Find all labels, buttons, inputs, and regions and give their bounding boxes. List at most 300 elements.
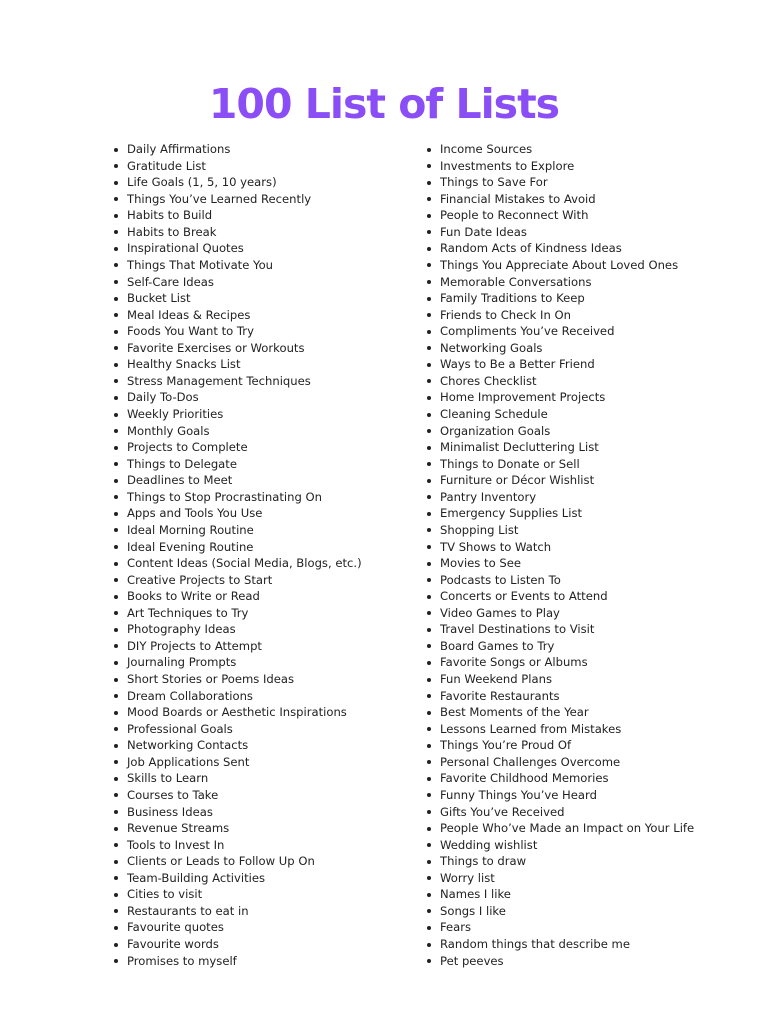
list-item [427,953,727,970]
list-item-label: Compliments You’ve Received [440,324,615,339]
bullet-icon [114,181,118,185]
bullet-icon [427,479,431,483]
bullet-icon [114,148,118,152]
list-item [114,224,414,241]
bullet-icon [427,926,431,930]
list-item [427,820,727,837]
list-item-label: Gifts You’ve Received [440,804,565,819]
bullet-icon [114,545,118,549]
bullet-icon [427,528,431,532]
list-item-label: Clients or Leads to Follow Up On [127,854,315,869]
bullet-icon [114,197,118,201]
list-item [427,174,727,191]
bullet-icon [114,926,118,930]
list-item-label: Job Applications Sent [127,754,250,769]
list-item [427,853,727,870]
list-item [114,522,414,539]
list-item-label: Skills to Learn [127,771,209,786]
list-item-label: Deadlines to Meet [127,473,233,488]
list-item-label: Things to Stop Procrastinating On [127,489,322,504]
list-item [114,754,414,771]
list-item [427,837,727,854]
list-item-label: Furniture or Décor Wishlist [440,473,595,488]
bullet-icon [427,959,431,963]
bullet-icon [427,462,431,466]
bullet-icon [427,164,431,168]
bullet-icon [114,346,118,350]
bullet-icon [427,810,431,814]
list-item [114,389,414,406]
list-item-label: Things That Motivate You [127,257,274,272]
list-item-label: Names I like [440,887,511,902]
bullet-icon [427,644,431,648]
list-item-label: Courses to Take [127,787,219,802]
list-item [427,737,727,754]
list-item-label: Networking Contacts [127,738,249,753]
bullet-icon [114,843,118,847]
bullet-icon [427,661,431,665]
list-item [427,423,727,440]
list-item-label: Cities to visit [127,887,203,902]
bullet-icon [427,413,431,417]
list-item [427,472,727,489]
list-item-label: Books to Write or Read [127,589,260,604]
bullet-icon [114,297,118,301]
list-item-label: Promises to myself [127,953,237,968]
list-item [114,489,414,506]
list-item-label: Pantry Inventory [440,489,537,504]
list-item-label: Financial Mistakes to Avoid [440,191,596,206]
list-item-label: Habits to Break [127,224,217,239]
bullet-icon [114,512,118,516]
bullet-icon [427,446,431,450]
list-item [114,804,414,821]
bullet-icon [427,214,431,218]
list-item [114,654,414,671]
list-item [427,505,727,522]
list-item-label: TV Shows to Watch [440,539,552,554]
bullet-icon [427,909,431,913]
bullet-icon [114,164,118,168]
bullet-icon [114,876,118,880]
list-item [427,605,727,622]
bullet-icon [427,363,431,367]
list-item [114,820,414,837]
bullet-icon [427,827,431,831]
list-item-label: Chores Checklist [440,373,537,388]
bullet-icon [114,413,118,417]
list-item-label: Things to Save For [440,175,548,190]
bullet-icon [114,644,118,648]
bullet-icon [427,313,431,317]
list-item [114,588,414,605]
bullet-icon [114,479,118,483]
list-item [427,539,727,556]
bullet-icon [427,230,431,234]
list-item [427,638,727,655]
list-item [427,936,727,953]
list-item [427,654,727,671]
bullet-icon [427,396,431,400]
bullet-icon [427,595,431,599]
list-item [427,770,727,787]
bullet-icon [427,760,431,764]
list-item [427,373,727,390]
list-item-label: Movies to See [440,556,521,571]
list-item-label: Bucket List [127,291,191,306]
bullet-icon [427,793,431,797]
list-item [114,737,414,754]
list-item [114,688,414,705]
list-item [114,953,414,970]
bullet-icon [114,943,118,947]
list-item-label: Favorite Songs or Albums [440,655,588,670]
list-item-label: Things to draw [440,854,527,869]
list-item-label: Fears [440,920,472,935]
list-item [427,224,727,241]
list-item [427,671,727,688]
bullet-icon [114,959,118,963]
list-item-label: Short Stories or Poems Ideas [127,672,295,686]
bullet-icon [114,711,118,715]
right-column-list [427,141,727,969]
list-item-label: Favorite Childhood Memories [440,771,609,786]
bullet-icon [114,810,118,814]
bullet-icon [427,429,431,433]
bullet-icon [114,495,118,499]
list-item-label: Ideal Morning Routine [127,522,254,537]
list-item-label: Worry list [440,870,495,885]
list-item [114,870,414,887]
bullet-icon [427,512,431,516]
list-item-label: Healthy Snacks List [127,357,241,372]
bullet-icon [427,562,431,566]
list-item-label: Favourite quotes [127,920,224,935]
list-item-label: Travel Destinations to Visit [440,622,595,637]
bullet-icon [114,578,118,582]
bullet-icon [114,628,118,632]
list-item-label: Foods You Want to Try [127,324,254,339]
list-item-label: Mood Boards or Aesthetic Inspirations [127,705,347,720]
list-item-label: Favourite words [127,937,219,951]
list-item [114,356,414,373]
list-item-label: Fun Weekend Plans [440,672,552,686]
bullet-icon [114,760,118,764]
list-item-label: Emergency Supplies List [440,506,583,521]
list-item-label: Income Sources [440,142,533,156]
list-item [114,853,414,870]
list-item-label: Fun Date Ideas [440,224,527,239]
list-item [114,141,414,158]
list-item [114,572,414,589]
list-item [114,472,414,489]
bullet-icon [114,230,118,234]
list-item [427,919,727,936]
bullet-icon [114,263,118,267]
list-item-label: Professional Goals [127,721,233,736]
bullet-icon [114,611,118,615]
list-item-label: Random Acts of Kindness Ideas [440,241,622,256]
list-item-label: Content Ideas (Social Media, Blogs, etc.) [127,556,362,571]
list-item [427,555,727,572]
list-item [427,621,727,638]
list-item [427,688,727,705]
list-item-label: Apps and Tools You Use [127,506,263,521]
list-item [427,588,727,605]
bullet-icon [114,247,118,251]
bullet-icon [114,893,118,897]
list-item [114,456,414,473]
bullet-icon [114,777,118,781]
list-item-label: Organization Goals [440,423,551,438]
list-item-label: Best Moments of the Year [440,705,589,720]
list-item-label: People Who’ve Made an Impact on Your Life [440,821,695,836]
bullet-icon [427,711,431,715]
bullet-icon [114,379,118,383]
list-item [427,721,727,738]
list-item [427,240,727,257]
list-item [427,406,727,423]
list-item [427,754,727,771]
list-item [427,886,727,903]
bullet-icon [114,214,118,218]
list-item [427,356,727,373]
list-item [114,257,414,274]
list-item-label: Tools to Invest In [127,837,225,852]
page-title: 100 List of Lists [208,80,560,128]
list-item-label: Team-Building Activities [127,870,266,885]
bullet-icon [427,263,431,267]
bullet-icon [427,611,431,615]
list-item-label: Art Techniques to Try [127,605,249,620]
bullet-icon [427,628,431,632]
list-item-label: Memorable Conversations [440,274,592,289]
bullet-icon [427,744,431,748]
list-item [427,489,727,506]
left-column-list [114,141,414,969]
list-item [427,323,727,340]
bullet-icon [114,562,118,566]
list-item-label: Revenue Streams [127,821,230,836]
bullet-icon [427,727,431,731]
list-item [114,307,414,324]
list-item-label: Shopping List [440,522,519,537]
bullet-icon [114,280,118,284]
list-item-label: Songs I like [440,903,506,918]
list-item-label: Things to Donate or Sell [440,456,580,471]
bullet-icon [427,181,431,185]
list-item-label: Gratitude List [127,158,206,173]
list-item [114,671,414,688]
bullet-icon [114,694,118,698]
list-item [114,174,414,191]
bullet-icon [427,346,431,350]
bullet-icon [427,694,431,698]
list-item [427,207,727,224]
bullet-icon [114,860,118,864]
list-item-label: Funny Things You’ve Heard [440,787,597,802]
bullet-icon [114,429,118,433]
bullet-icon [427,893,431,897]
list-item-label: Podcasts to Listen To [440,572,561,587]
list-item [427,307,727,324]
list-item [114,837,414,854]
list-item [114,621,414,638]
list-item-label: Things to Delegate [127,456,237,471]
list-item-label: Video Games to Play [440,605,560,620]
bullet-icon [114,528,118,532]
list-item-label: Meal Ideas & Recipes [127,307,251,322]
bullet-icon [427,197,431,201]
list-item [114,638,414,655]
bullet-icon [427,247,431,251]
list-item [427,704,727,721]
bullet-icon [114,446,118,450]
list-item-label: Random things that describe me [440,937,630,951]
list-item-label: Inspirational Quotes [127,241,244,256]
bullet-icon [427,545,431,549]
list-item-label: DIY Projects to Attempt [127,638,262,653]
list-item-label: Friends to Check In On [440,307,571,322]
list-item [427,439,727,456]
bullet-icon [114,330,118,334]
list-item [114,158,414,175]
bullet-icon [427,843,431,847]
list-item [427,158,727,175]
bullet-icon [114,744,118,748]
list-item-label: People to Reconnect With [440,208,589,223]
list-item-label: Board Games to Try [440,638,555,653]
list-item-label: Monthly Goals [127,423,210,438]
bullet-icon [427,379,431,383]
list-item-label: Concerts or Events to Attend [440,589,608,604]
list-item [114,191,414,208]
list-item-label: Pet peeves [440,953,504,968]
list-item [114,919,414,936]
list-item [114,439,414,456]
list-item-label: Self-Care Ideas [127,274,214,289]
list-item [427,274,727,291]
list-item [114,539,414,556]
list-item [114,274,414,291]
list-item-label: Business Ideas [127,804,213,819]
list-item [427,787,727,804]
list-item [114,207,414,224]
list-item [114,886,414,903]
list-item-label: Favorite Restaurants [440,688,560,703]
list-item-label: Lessons Learned from Mistakes [440,721,622,736]
bullet-icon [427,280,431,284]
bullet-icon [427,860,431,864]
bullet-icon [114,727,118,731]
list-item [427,903,727,920]
list-item [114,406,414,423]
bullet-icon [427,495,431,499]
bullet-icon [427,578,431,582]
list-item [427,804,727,821]
list-item-label: Restaurants to eat in [127,903,249,918]
bullet-icon [114,661,118,665]
bullet-icon [427,297,431,301]
bullet-icon [114,678,118,682]
list-item [114,290,414,307]
list-item [427,257,727,274]
list-item [114,555,414,572]
list-item-label: Investments to Explore [440,158,575,173]
list-item-label: Family Traditions to Keep [440,291,585,306]
list-item-label: Creative Projects to Start [127,572,273,587]
bullet-icon [114,313,118,317]
list-item [427,340,727,357]
list-item-label: Ways to Be a Better Friend [440,357,595,372]
bullet-icon [427,148,431,152]
list-item-label: Habits to Build [127,208,213,223]
list-item-label: Dream Collaborations [127,688,253,703]
bullet-icon [114,396,118,400]
list-item-label: Networking Goals [440,340,543,355]
list-item-label: Wedding wishlist [440,837,538,852]
bullet-icon [427,678,431,682]
list-item [427,522,727,539]
list-item-label: Personal Challenges Overcome [440,754,621,769]
bullet-icon [114,827,118,831]
list-item-label: Life Goals (1, 5, 10 years) [127,175,277,190]
list-item-label: Cleaning Schedule [440,407,548,421]
list-item-label: Projects to Complete [127,440,248,455]
bullet-icon [114,363,118,367]
list-item [427,572,727,589]
bullet-icon [114,462,118,466]
list-item-label: Stress Management Techniques [127,373,311,388]
list-item-label: Weekly Priorities [127,407,224,421]
list-item [114,505,414,522]
list-item-label: Daily Affirmations [127,142,231,156]
list-item [114,704,414,721]
bullet-icon [427,777,431,781]
list-item [427,389,727,406]
list-item-label: Minimalist Decluttering List [440,440,599,455]
list-item [114,787,414,804]
list-item [427,870,727,887]
list-item-label: Things You Appreciate About Loved Ones [440,257,679,272]
list-item [114,903,414,920]
list-item [114,323,414,340]
list-item [114,721,414,738]
list-item-label: Things You’ve Learned Recently [127,191,312,206]
bullet-icon [427,876,431,880]
bullet-icon [114,595,118,599]
list-item [427,290,727,307]
list-item [114,423,414,440]
list-item [114,340,414,357]
list-item-label: Photography Ideas [127,622,236,637]
bullet-icon [114,909,118,913]
list-item [427,456,727,473]
list-item [427,141,727,158]
list-item [114,373,414,390]
list-item-label: Ideal Evening Routine [127,539,254,554]
bullet-icon [427,330,431,334]
list-item-label: Home Improvement Projects [440,390,606,405]
list-item-label: Journaling Prompts [127,655,237,670]
list-item [114,936,414,953]
bullet-icon [114,793,118,797]
list-item-label: Daily To-Dos [127,390,199,405]
list-item-label: Favorite Exercises or Workouts [127,340,305,355]
list-item [114,240,414,257]
list-item-label: Things You’re Proud Of [440,738,572,753]
list-item [114,605,414,622]
